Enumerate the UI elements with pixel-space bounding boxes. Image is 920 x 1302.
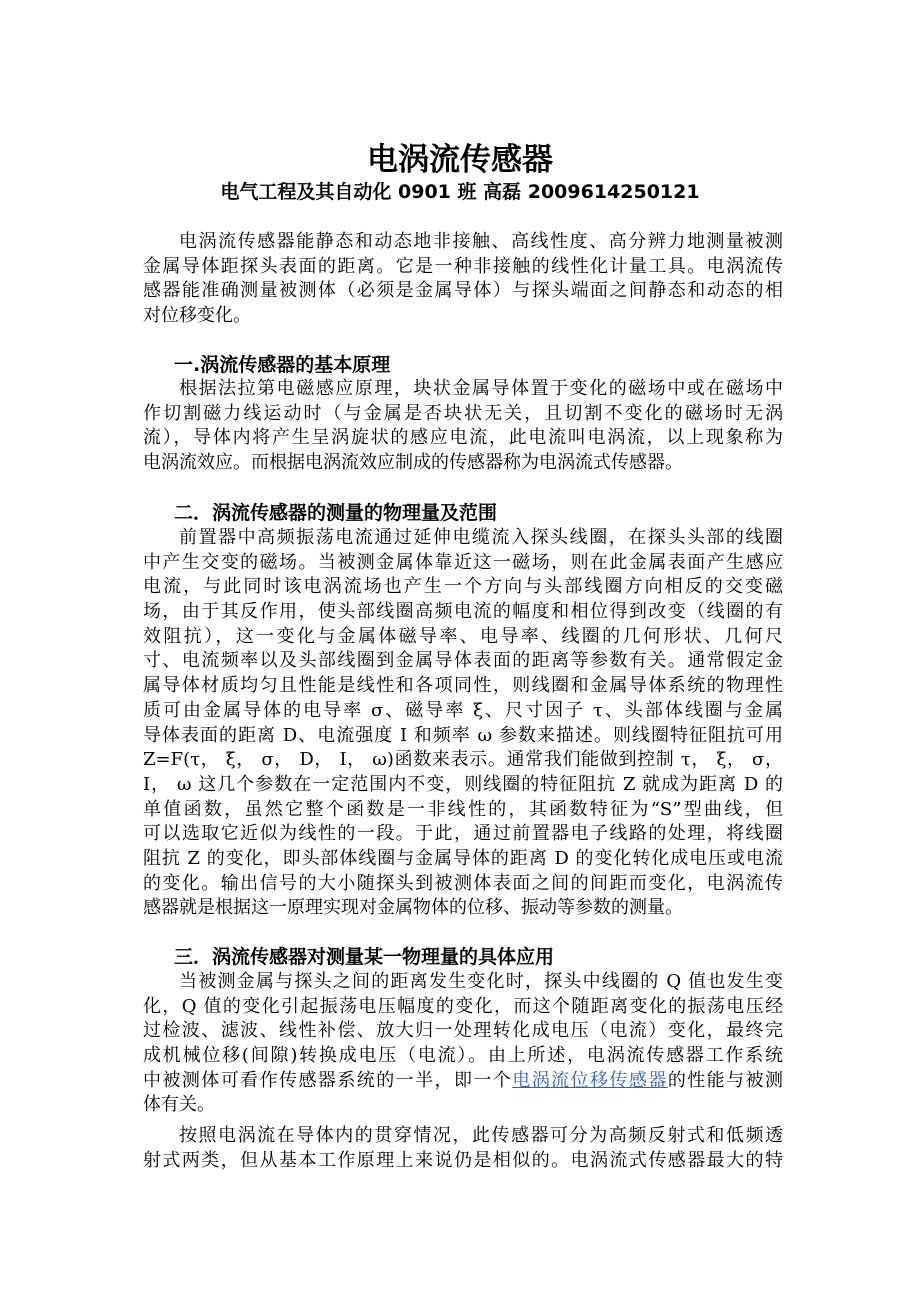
- paragraph-line: 过检波、滤波、线性补偿、放大归一处理转化成电压（电流）变化，最终完: [143, 1020, 783, 1042]
- paragraph-line: 金属导体距探头表面的距离。它是一种非接触的线性化计量工具。电涡流传: [143, 255, 783, 277]
- paragraph-line: 按照电涡流在导体内的贯穿情况，此传感器可分为高频反射式和低频透: [179, 1125, 783, 1146]
- paragraph-line: 效阻抗），这一变化与金属体磁导率、电导率、线圈的几何形状、几何尺: [143, 625, 783, 647]
- section-heading-3: 三．涡流传感器对测量某一物理量的具体应用: [174, 946, 555, 968]
- paragraph-line-with-link: [143, 1069, 783, 1094]
- paragraph-line: 射式两类，但从基本工作原理上来说仍是相似的。电涡流式传感器最大的特: [143, 1149, 783, 1171]
- paragraph-line: 当被测金属与探头之间的距离发生变化时，探头中线圈的 Q 值也发生变: [179, 971, 783, 992]
- paragraph-line: 电涡流效应。而根据电涡流效应制成的传感器称为电涡流式传感器。: [143, 452, 683, 474]
- paragraph-line: 成机械位移(间隙)转换成电压（电流）。由上所述，电涡流传感器工作系统: [143, 1045, 783, 1067]
- section-heading-1: 一.涡流传感器的基本原理: [174, 354, 391, 376]
- paragraph-line: 导体表面的距离 D、电流强度 I 和频率 ω 参数来描述。则线圈特征阻抗可用: [143, 724, 783, 746]
- paragraph-line: 中产生交变的磁场。当被测金属体靠近这一磁场，则在此金属表面产生感应: [143, 551, 783, 573]
- paragraph-line: 对位移变化。: [143, 305, 251, 327]
- paragraph-line: 根据法拉第电磁感应原理，块状金属导体置于变化的磁场中或在磁场中: [179, 378, 783, 399]
- section-3-paragraph-2: [143, 1124, 783, 1173]
- paragraph-line: 前置器中高频振荡电流通过延伸电缆流入探头线圈，在探头头部的线圈: [179, 527, 783, 548]
- paragraph-line: 可以选取它近似为线性的一段。于此，通过前置器电子线路的处理，将线圈: [143, 823, 783, 845]
- paragraph-line: 质可由金属导体的电导率 σ、磁导率 ξ、尺寸因子 τ、头部体线圈与金属: [143, 699, 783, 721]
- paragraph-line: 化，Q 值的变化引起振荡电压幅度的变化，而这个随距离变化的振荡电压经: [143, 995, 783, 1017]
- paragraph-line: 电涡流传感器能静态和动态地非接触、高线性度、高分辨力地测量被测: [179, 231, 783, 252]
- sensor-link[interactable]: 电涡流位移传感器: [512, 1069, 668, 1091]
- section-1-paragraph: [143, 377, 783, 476]
- paragraph-line: 体有关。: [143, 1094, 215, 1116]
- section-3-paragraph: [143, 970, 783, 1118]
- paragraph-line: 流），导体内将产生呈涡旋状的感应电流，此电流叫电涡流，以上现象称为: [143, 427, 783, 449]
- paragraph-line: Z=F(τ， ξ， σ， D， I， ω)函数来表示。通常我们能做到控制 τ， ξ， σ，: [143, 749, 783, 771]
- paragraph-line: 场，由于其反作用，使头部线圈高频电流的幅度和相位得到改变（线圈的有: [143, 601, 783, 623]
- paragraph-line: 感器能准确测量被测体（必须是金属导体）与探头端面之间静态和动态的相: [143, 280, 783, 302]
- link-line-before: 中被测体可看作传感器系统的一半，即一个: [143, 1069, 513, 1091]
- paragraph-line: 电流，与此同时该电涡流场也产生一个方向与头部线圈方向相反的交变磁: [143, 576, 783, 598]
- paragraph-line: 的变化。输出信号的大小随探头到被测体表面之间的间距而变化，电涡流传: [143, 872, 783, 894]
- document-subtitle: 电气工程及其自动化 0901 班 高磊 2009614250121: [220, 181, 700, 203]
- link-line-after: 的性能与被测: [667, 1069, 783, 1091]
- paragraph-line: 感器就是根据这一原理实现对金属物体的位移、振动等参数的测量。: [143, 897, 683, 919]
- section-heading-2: 二．涡流传感器的测量的物理量及范围: [174, 502, 498, 524]
- paragraph-line: 阻抗 Z 的变化，即头部体线圈与金属导体的距离 D 的变化转化成电压或电流: [143, 847, 783, 869]
- paragraph-line: 作切割磁力线运动时（与金属是否块状无关，且切割不变化的磁场时无涡: [143, 402, 783, 424]
- paragraph-line: I， ω 这几个参数在一定范围内不变，则线圈的特征阻抗 Z 就成为距离 D 的: [143, 773, 783, 795]
- document-title: 电涡流传感器: [367, 142, 553, 178]
- intro-paragraph: [143, 230, 783, 329]
- section-2-paragraph: [143, 526, 783, 921]
- paragraph-line: 寸、电流频率以及头部线圈到金属导体表面的距离等参数有关。通常假定金: [143, 650, 783, 672]
- paragraph-line: 属导体材质均匀且性能是线性和各项同性，则线圈和金属导体系统的物理性: [143, 675, 783, 697]
- paragraph-line: 单值函数，虽然它整个函数是一非线性的，其函数特征为“S”型曲线，但: [143, 798, 783, 820]
